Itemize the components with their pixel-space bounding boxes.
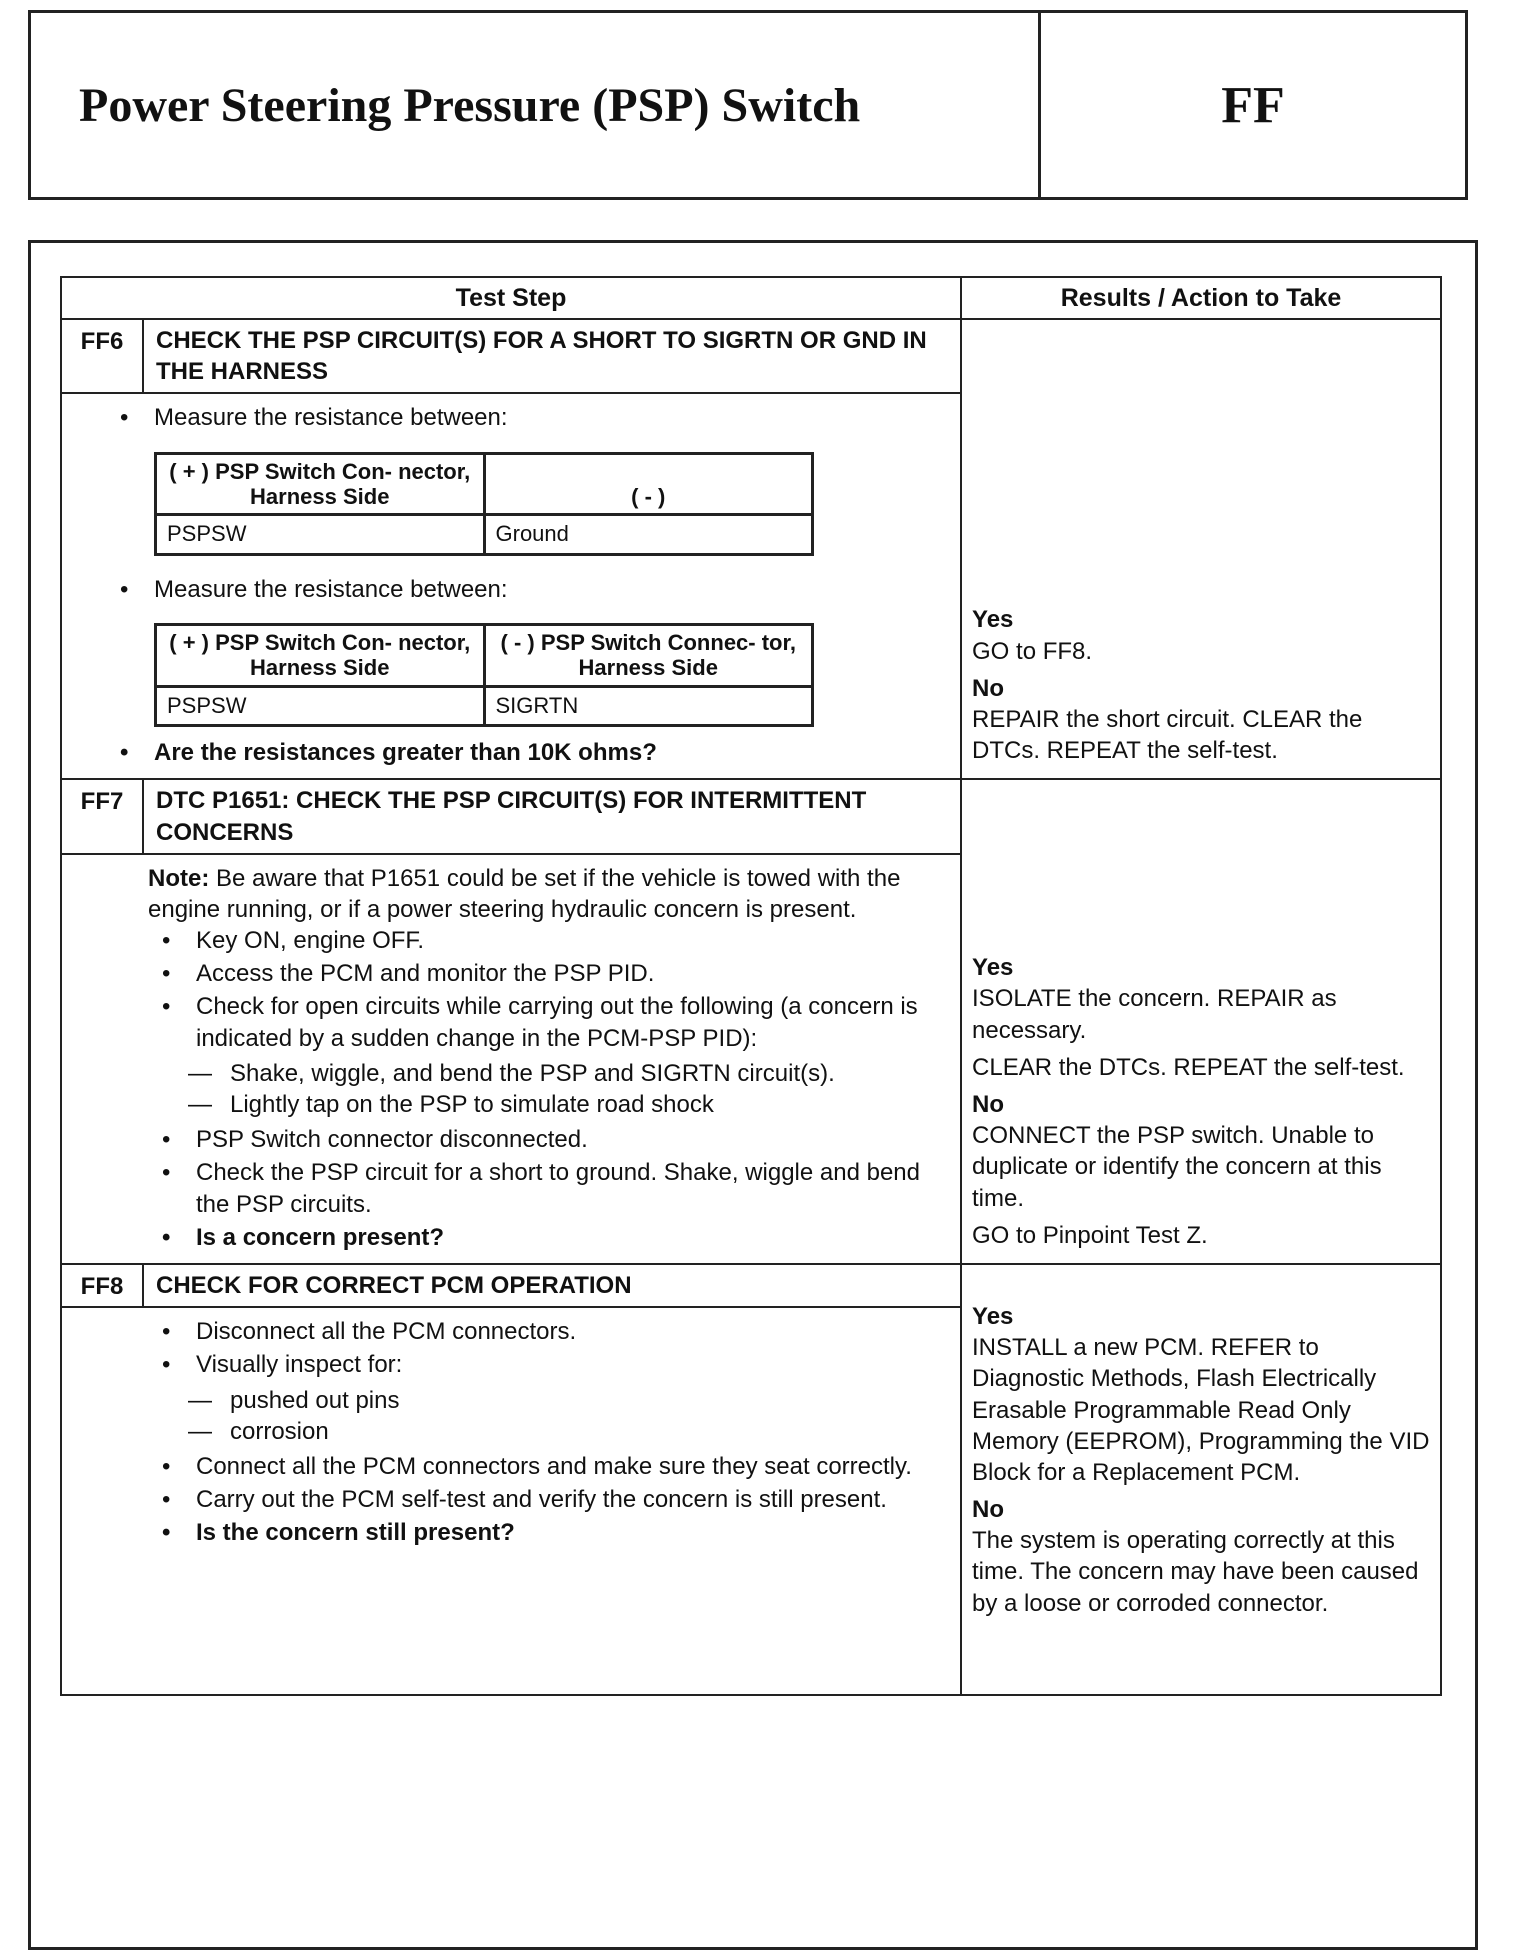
list-item: • Check the PSP circuit for a short to ground. Shake, wiggle and bend the PSP circuits. — [196, 1157, 946, 1219]
yes-action: CLEAR the DTCs. REPEAT the self-test. — [972, 1053, 1405, 1081]
pin-table-header: ( + ) PSP Switch Con- nector, Harness Side — [156, 624, 485, 686]
note-label: Note: — [148, 864, 210, 892]
list-item — [196, 991, 946, 1120]
yes-label: Yes — [972, 1302, 1014, 1330]
question: • Is a concern present? — [196, 1222, 946, 1253]
pin-table-header: ( - ) PSP Switch Connec- tor, Harness Side — [484, 624, 813, 686]
no-action: GO to Pinpoint Test Z. — [972, 1221, 1208, 1249]
pin-table-2 — [154, 623, 814, 727]
sub-item: — Shake, wiggle, and bend the PSP and SIGRTN circuit(s). — [230, 1058, 946, 1089]
step-title-ff7: DTC P1651: CHECK THE PSP CIRCUIT(S) FOR INTERMITTENT CONCERNS — [143, 779, 961, 853]
step-code-ff6: FF6 — [61, 319, 143, 393]
step-ff8-title-row — [61, 1264, 1441, 1307]
results-header: Results / Action to Take — [961, 277, 1441, 319]
yes-action: INSTALL a new PCM. REFER to Diagnostic Methods, Flash Electrically Erasable Programmable Read Only Memory (EEPROM), Programming the VID Block for a Replacement PCM. — [972, 1334, 1430, 1486]
results-ff7 — [961, 779, 1441, 1264]
step-body-ff7 — [61, 854, 961, 1264]
no-label: No — [972, 674, 1005, 702]
step-body-ff6 — [61, 393, 961, 779]
list-item: • Disconnect all the PCM connectors. — [196, 1316, 946, 1347]
step-ff6-title-row — [61, 319, 1441, 393]
pin-table-1 — [154, 452, 814, 556]
list-item-text: Check for open circuits while carrying out the following (a concern is indicated by a sudden change in the PCM-PSP PID): — [196, 993, 918, 1052]
list-item-text: Visually inspect for: — [196, 1351, 403, 1379]
yes-label: Yes — [972, 606, 1014, 634]
pin-table-header: ( - ) — [484, 453, 813, 515]
note-text: Be aware that P1651 could be set if the vehicle is towed with the engine running, or if a power steering hydraulic concern is present. — [148, 864, 901, 923]
question: • Are the resistances greater than 10K ohms? — [154, 737, 946, 768]
page-header — [28, 10, 1468, 200]
yes-label: Yes — [972, 954, 1014, 982]
list-item: • Key ON, engine OFF. — [196, 925, 946, 956]
note — [148, 863, 946, 925]
list-item: • PSP Switch connector disconnected. — [196, 1124, 946, 1155]
pin-table-cell: SIGRTN — [484, 686, 813, 726]
no-label: No — [972, 1091, 1005, 1118]
results-ff8 — [961, 1264, 1441, 1695]
step-body-ff8 — [61, 1307, 961, 1695]
step-code-ff8: FF8 — [61, 1264, 143, 1307]
pin-table-cell: PSPSW — [156, 686, 485, 726]
no-action: REPAIR the short circuit. CLEAR the DTCs. REPEAT the self-test. — [972, 705, 1363, 765]
sub-item: — corrosion — [230, 1416, 946, 1447]
list-item: • Connect all the PCM connectors and make sure they seat correctly. — [196, 1451, 946, 1482]
results-ff6 — [961, 319, 1441, 779]
section-code: FF — [1221, 76, 1285, 134]
step-ff7-title-row — [61, 779, 1441, 853]
test-step-header: Test Step — [61, 277, 961, 319]
yes-action: ISOLATE the concern. REPAIR as necessary. — [972, 985, 1337, 1044]
step-title-ff8: CHECK FOR CORRECT PCM OPERATION — [143, 1264, 961, 1307]
test-step-table — [60, 276, 1442, 1696]
sub-item: — pushed out pins — [230, 1385, 946, 1416]
sub-item: — Lightly tap on the PSP to simulate road shock — [230, 1089, 946, 1120]
page-title: Power Steering Pressure (PSP) Switch — [31, 13, 1041, 197]
step-title-ff6: CHECK THE PSP CIRCUIT(S) FOR A SHORT TO SIGRTN OR GND IN THE HARNESS — [143, 319, 961, 393]
list-item: • Access the PCM and monitor the PSP PID. — [196, 958, 946, 989]
no-label: No — [972, 1496, 1005, 1524]
no-action: The system is operating correctly at this time. The concern may have been caused by a loose or corroded connector. — [972, 1527, 1419, 1617]
yes-action: GO to FF8. — [972, 637, 1093, 665]
pin-table-cell: Ground — [484, 515, 813, 555]
list-item: • Measure the resistance between: — [154, 574, 946, 605]
no-action: CONNECT the PSP switch. Unable to duplicate or identify the concern at this time. — [972, 1122, 1382, 1212]
list-item — [196, 1349, 946, 1447]
question: • Is the concern still present? — [196, 1517, 946, 1548]
pin-table-header: ( + ) PSP Switch Con- nector, Harness Side — [156, 453, 485, 515]
step-code-ff7: FF7 — [61, 779, 143, 853]
list-item: • Carry out the PCM self-test and verify the concern is still present. — [196, 1484, 946, 1515]
list-item: • Measure the resistance between: — [154, 402, 946, 433]
pin-table-cell: PSPSW — [156, 515, 485, 555]
table-header-row — [61, 277, 1441, 319]
